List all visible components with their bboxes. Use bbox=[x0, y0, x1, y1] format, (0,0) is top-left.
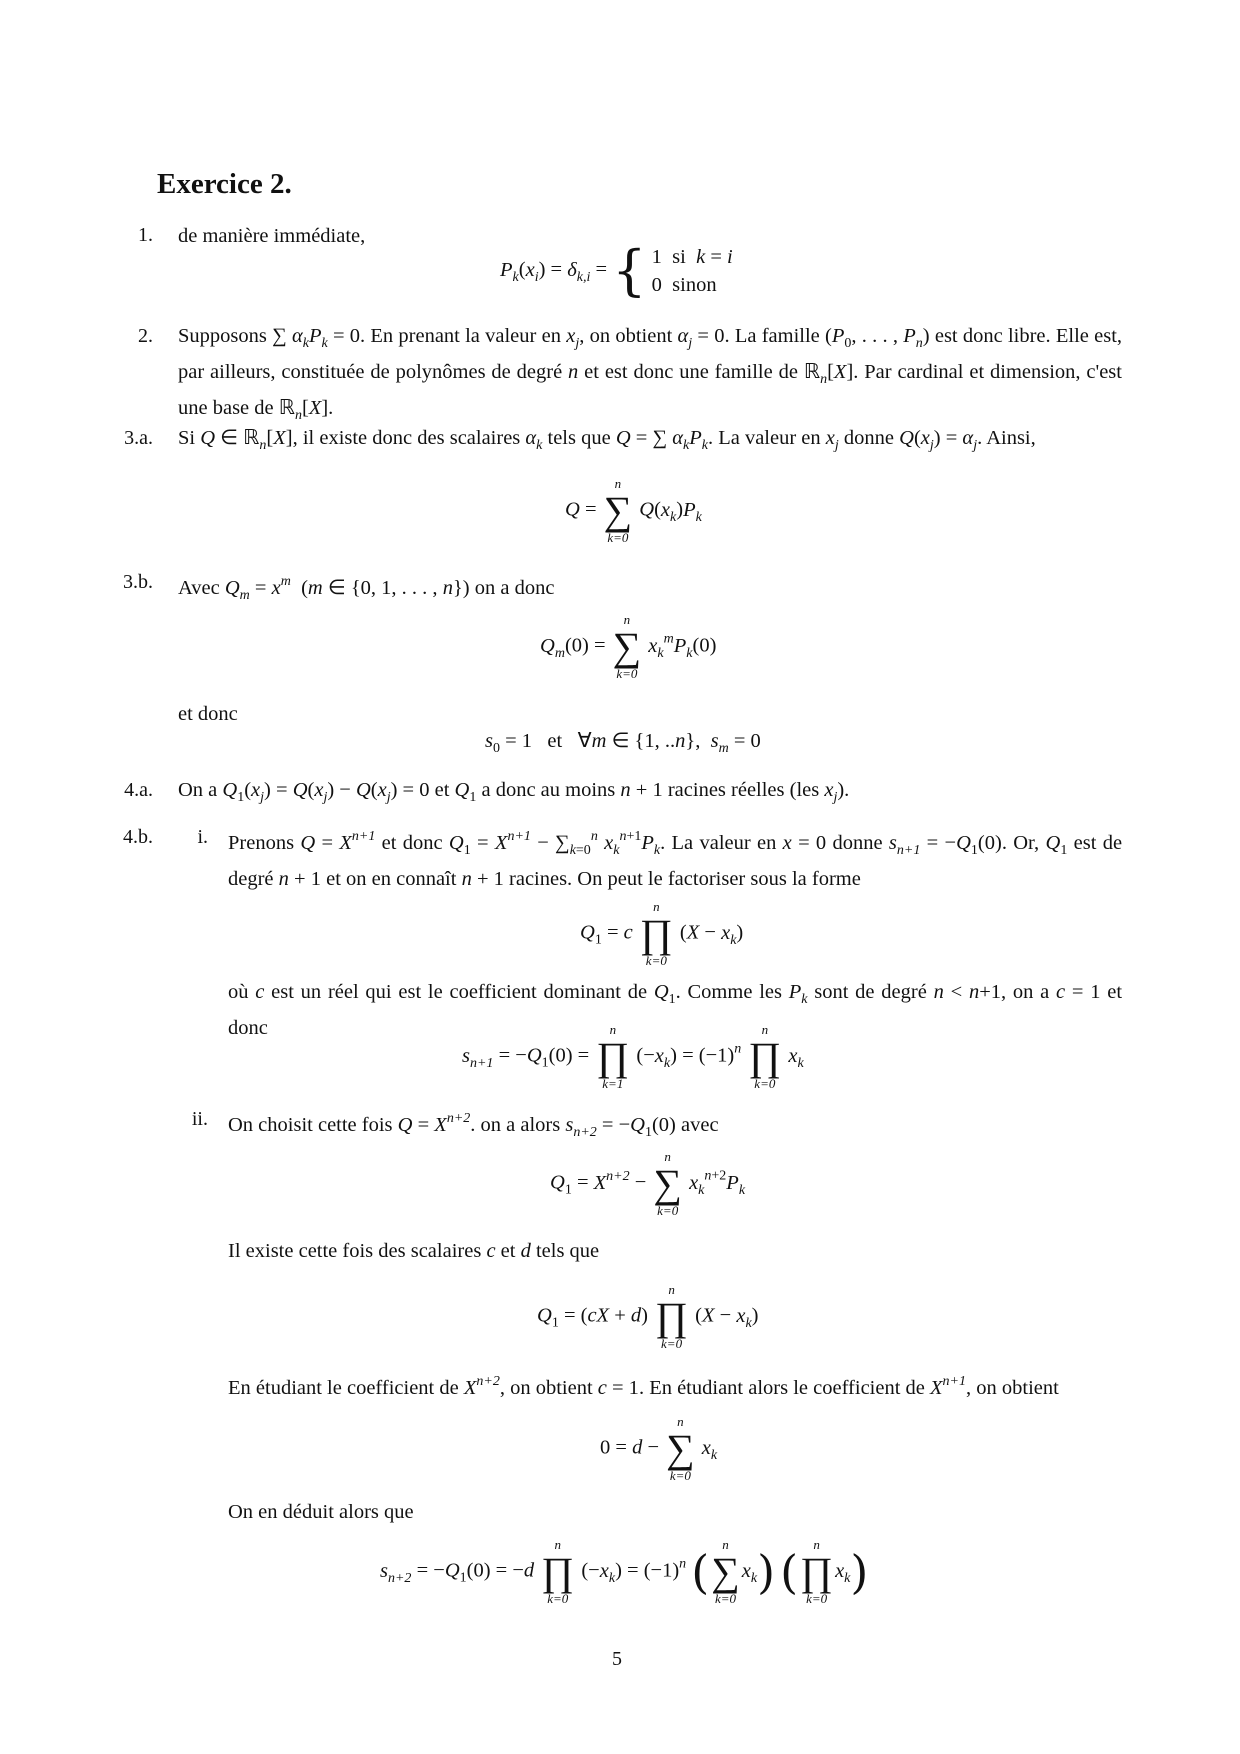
q4bi-paragraph-2: où c est un réel qui est le coefficient dominant de $Q_1$. Comme les $P_k$ sont de degré n < n+1, on a c = 1 et donc bbox=[228, 981, 1123, 1039]
q4bii-text: On choisit cette fois $Q = X^{n+2}$. on a alors $s_{n+2} = -Q_1(0)$ avec bbox=[228, 1111, 719, 1140]
label-q1: 1. bbox=[138, 224, 153, 246]
q4a-text: On a $Q_1(x_j) = Q(x_j) - Q(x_j) = 0$ et $Q_1$ a donc au moins n + 1 racines réelles (les $x_j$). bbox=[178, 779, 850, 805]
q1-text: de manière immédiate, bbox=[178, 225, 366, 247]
page-number: 5 bbox=[612, 1648, 622, 1670]
q4bi-result: $s_{n+1} = -Q_1(0)$ = n ∏ k=1 $(-x_k) = (-1)^n$ n ∏ k=0 $x_k$ bbox=[462, 1022, 804, 1091]
q3b-result: $s_0 = 1$ et ∀m ∈ {1, ..n}, $s_m = 0$ bbox=[485, 730, 761, 756]
q3b-equation: $Q_m(0)$ = n ∑ k=0 $x_k^mP_k(0)$ bbox=[540, 612, 717, 681]
label-q4b: 4.b. bbox=[123, 826, 153, 848]
q4bii-paragraph: En étudiant le coefficient de $X^{n+2}$, on obtient c = 1. En étudiant alors le coefficient de $X^{n+1}$, on obtient bbox=[228, 1374, 1059, 1399]
q4bii-equation-2: $Q_1 = (cX + d)$ n ∏ k=0 $(X - x_k)$ bbox=[537, 1282, 759, 1351]
q1-equation: $P_k(x_i) = \delta_{k,i}$ = { 1 si k = i 0 sinon bbox=[500, 239, 733, 302]
q3a-equation: Q = n ∑ k=0 $Q(x_k)P_k$ bbox=[565, 476, 702, 545]
label-q2: 2. bbox=[138, 325, 153, 347]
label-q3b: 3.b. bbox=[123, 571, 153, 593]
q4bii-equation-3: 0 = d − n ∑ k=0 $x_k$ bbox=[600, 1414, 718, 1483]
q3b-et-donc: et donc bbox=[178, 703, 238, 725]
q3a-paragraph: Si Q ∈ ℝ$_n$[X], il existe donc des scalaires $\alpha_k$ tels que Q = ∑ $\alpha_kP_k$. La valeur en $x_j$ donne $Q(x_j) = \alpha_j$. Ainsi, bbox=[178, 427, 1036, 453]
label-q4b-i: i. bbox=[197, 826, 208, 848]
exercise-title: Exercice 2. bbox=[157, 168, 292, 200]
q4bii-text-3: On en déduit alors que bbox=[228, 1501, 414, 1523]
label-q4a: 4.a. bbox=[124, 779, 153, 801]
q4bi-factorization: $Q_1 = c$ n ∏ k=0 $(X - x_k)$ bbox=[580, 899, 744, 968]
label-q4b-ii: ii. bbox=[191, 1108, 208, 1130]
q2-paragraph: Supposons ∑ $\alpha_kP_k = 0$. En prenant la valeur en $x_j$, on obtient $\alpha_j = 0$. La famille ($P_0$, . . . , $P_n$) est donc libre. Elle est, par ailleurs, constituée de polynômes de degré n et est donc une famille de ℝ$_n$[X]. Par cardinal et dimension, c'est une base de ℝ$_n$[X]. bbox=[178, 325, 1123, 423]
q4bi-paragraph: Prenons $Q = X^{n+1}$ et donc $Q_1 = X^{n+1} - \sum_{k=0}^n$ $x_k^{n+1}P_k$. La valeur en x = 0 donne $s_{n+1} = -Q_1(0)$. Or, $Q_1$ est de degré n + 1 et on en connaît n + 1 racines. On peut le factoriser sous la forme bbox=[228, 829, 1123, 890]
q4bii-text-2: Il existe cette fois des scalaires c et d tels que bbox=[228, 1240, 600, 1262]
q4bii-equation-1: $Q_1 = X^{n+2}$ − n ∑ k=0 $x_k^{n+2}P_k$ bbox=[550, 1149, 746, 1218]
label-q3a: 3.a. bbox=[124, 427, 153, 449]
q3b-text: Avec $Q_m = x^m$ (m ∈ {0, 1, . . . , n}) on a donc bbox=[178, 574, 555, 603]
q4bii-final-equation: $s_{n+2} = -Q_1(0) = -d$ n ∏ k=0 $(-x_k) = (-1)^n$ ( n ∑ k=0 $x_k$) ( n ∏ k=0 $x_k$) bbox=[380, 1537, 869, 1606]
